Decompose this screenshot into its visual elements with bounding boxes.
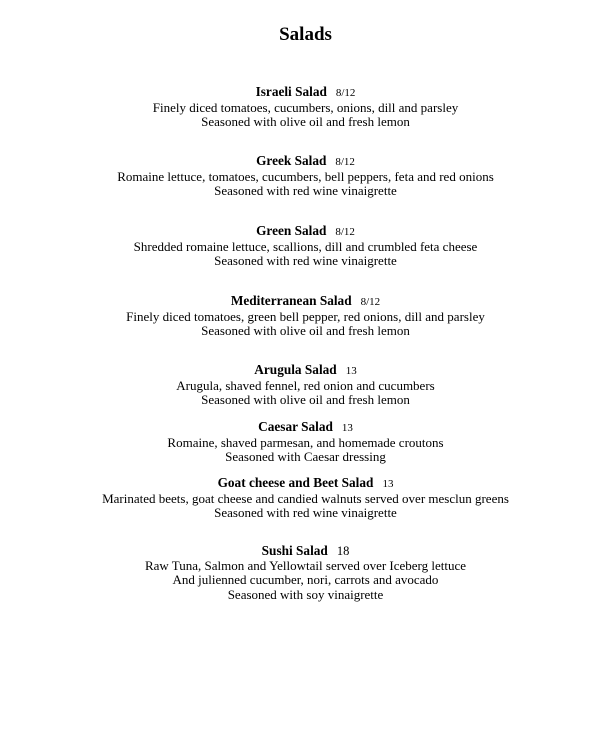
menu-item-arugula-salad bbox=[0, 363, 611, 408]
item-seasoning: Seasoned with olive oil and fresh lemon bbox=[201, 114, 410, 129]
menu-item-green-salad bbox=[0, 224, 611, 269]
item-seasoning: Seasoned with soy vinaigrette bbox=[227, 586, 384, 602]
item-seasoning: Seasoned with olive oil and fresh lemon bbox=[201, 392, 410, 407]
item-description: Finely diced tomatoes, cucumbers, onions, dill and parsley bbox=[152, 99, 459, 115]
item-name: Sushi Salad bbox=[261, 543, 328, 558]
item-seasoning: Seasoned with olive oil and fresh lemon bbox=[201, 323, 410, 338]
item-description: Finely diced tomatoes, green bell pepper, red onions, dill and parsley bbox=[126, 308, 485, 324]
menu-item-caesar-salad bbox=[0, 420, 611, 465]
item-name: Green Salad bbox=[256, 223, 327, 238]
item-description: Marinated beets, goat cheese and candied walnuts served over mesclun greens bbox=[102, 490, 509, 506]
item-price: 8/12 bbox=[335, 226, 355, 238]
item-price: 8/12 bbox=[335, 156, 355, 168]
item-name: Caesar Salad bbox=[258, 419, 333, 434]
page-title: Salads bbox=[279, 24, 332, 45]
item-price: 13 bbox=[345, 365, 357, 377]
item-seasoning: Seasoned with red wine vinaigrette bbox=[214, 183, 397, 198]
item-name: Mediterranean Salad bbox=[230, 293, 352, 308]
item-name: Arugula Salad bbox=[254, 362, 337, 377]
item-name: Israeli Salad bbox=[255, 84, 327, 99]
item-name: Greek Salad bbox=[256, 153, 327, 168]
item-price: 13 bbox=[341, 422, 353, 434]
menu-item-goat-cheese-beet-salad bbox=[0, 476, 611, 521]
item-description: Romaine, shaved parmesan, and homemade croutons bbox=[167, 434, 444, 450]
item-price: 8/12 bbox=[360, 296, 381, 308]
item-price: 13 bbox=[382, 478, 394, 490]
item-description: Shredded romaine lettuce, scallions, dill and crumbled feta cheese bbox=[133, 238, 478, 254]
menu-item-greek-salad bbox=[0, 154, 611, 199]
item-description: Raw Tuna, Salmon and Yellowtail served over Iceberg lettuce bbox=[144, 557, 467, 573]
item-description: Romaine lettuce, tomatoes, cucumbers, bell peppers, feta and red onions bbox=[117, 168, 494, 184]
item-name: Goat cheese and Beet Salad bbox=[217, 475, 374, 490]
item-description: Arugula, shaved fennel, red onion and cucumbers bbox=[176, 377, 435, 393]
item-description-continued: And julienned cucumber, nori, carrots and avocado bbox=[172, 572, 439, 587]
item-seasoning: Seasoned with red wine vinaigrette bbox=[214, 253, 397, 268]
menu-item-sushi-salad bbox=[0, 544, 611, 602]
item-price: 18 bbox=[336, 544, 350, 558]
menu-item-mediterranean-salad bbox=[0, 294, 611, 339]
item-price: 8/12 bbox=[335, 87, 356, 99]
menu-item-israeli-salad bbox=[0, 85, 611, 130]
item-seasoning: Seasoned with red wine vinaigrette bbox=[214, 505, 397, 520]
item-seasoning: Seasoned with Caesar dressing bbox=[225, 449, 386, 464]
